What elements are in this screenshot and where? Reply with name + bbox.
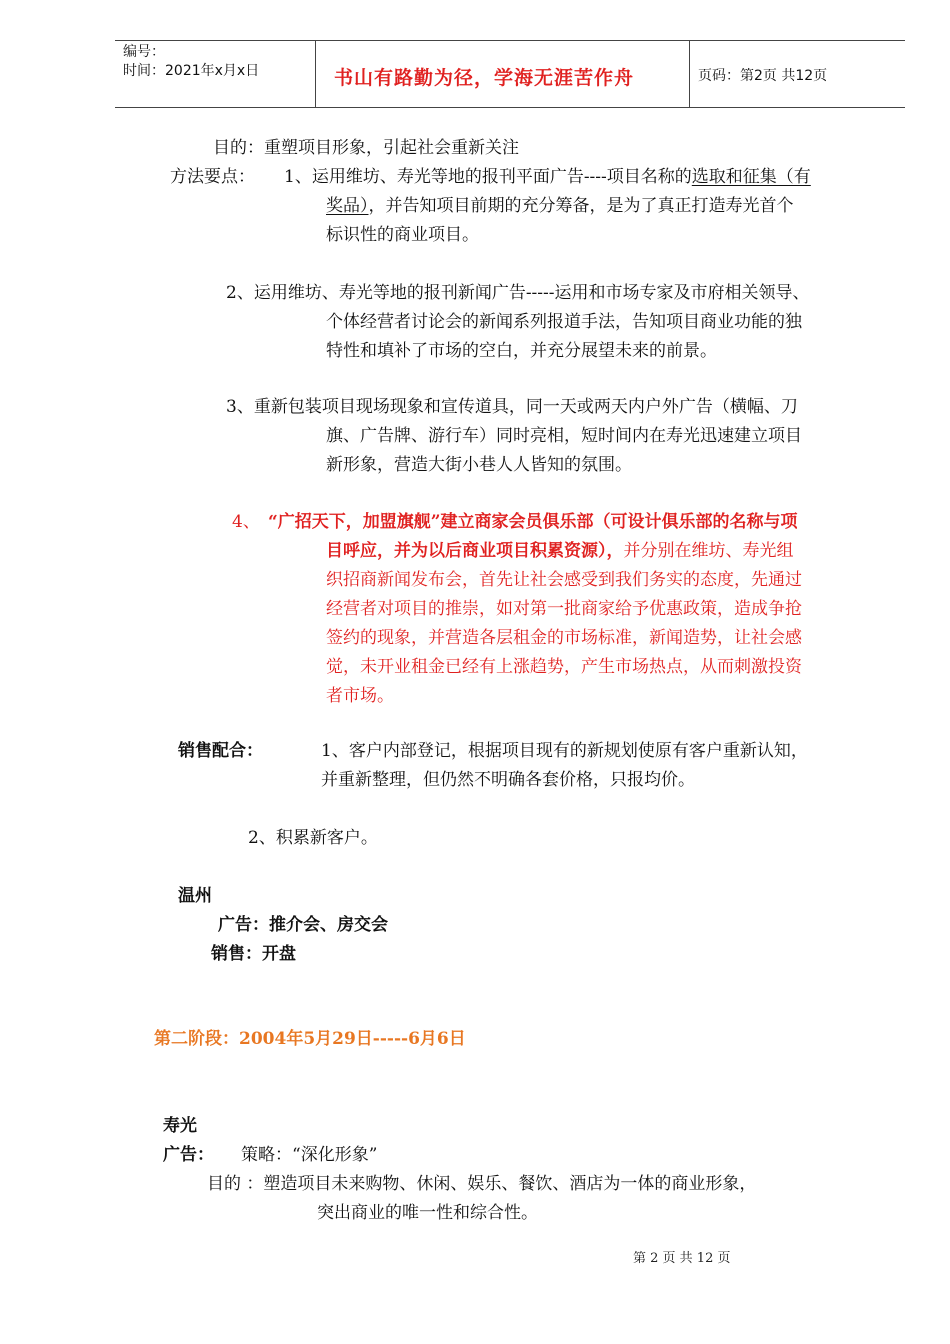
wenzhou-sales: 销售：开盘 <box>211 944 296 964</box>
method-1-line-3: 标识性的商业项目。 <box>326 225 479 245</box>
method-3-line-2: 旗、广告牌、游行车）同时亮相，短时间内在寿光迅速建立项目 <box>326 426 802 446</box>
page-header <box>115 40 905 108</box>
wenzhou-heading: 温州 <box>178 886 212 906</box>
method-3-line-1: 3、重新包装项目现场现象和宣传道具，同一天或两天内户外广告（横幅、刀 <box>226 397 798 417</box>
shouguang-strategy: 策略：“深化形象” <box>241 1145 378 1165</box>
method-2-line-1: 2、运用维坊、寿光等地的报刊新闻广告-----运用和市场专家及市府相关领导、 <box>226 283 810 303</box>
sales-2: 2、积累新客户。 <box>248 828 378 848</box>
method-3-line-3: 新形象，营造大街小巷人人皆知的氛围。 <box>326 455 632 475</box>
method-1-text-2: ，并告知项目前期的充分筹备，是为了真正打造寿光首个 <box>368 196 794 216</box>
method-label: 方法要点： <box>170 167 255 187</box>
method-4-bold-text: 目呼应，并为以后商业项目积累资源）， <box>326 541 624 561</box>
method-1-underline-2: 奖品） <box>326 196 369 216</box>
shouguang-purpose-line-2: 突出商业的唯一性和综合性。 <box>317 1203 538 1223</box>
method-4-line-2 <box>326 537 794 566</box>
sales-1-line-1: 1、客户内部登记，根据项目现有的新规划使原有客户重新认知， <box>321 741 808 761</box>
method-2-line-3: 特性和填补了市场的空白，并充分展望未来的前景。 <box>326 341 717 361</box>
purpose-line: 目的：重塑项目形象，引起社会重新关注 <box>213 138 519 158</box>
method-4-line-1: “广招天下，加盟旗舰”建立商家会员俱乐部（可设计俱乐部的名称与项 <box>268 512 798 532</box>
method-1-line-2 <box>326 192 794 221</box>
method-1-underline: 选取和征集（有 <box>691 167 811 187</box>
sales-label: 销售配合： <box>178 741 263 761</box>
header-page-info: 页码：第2页 共12页 <box>698 68 828 84</box>
method-4-line-3: 织招商新闻发布会，首先让社会感受到我们务实的态度，先通过 <box>326 570 802 590</box>
method-2-line-2: 个体经营者讨论会的新闻系列报道手法，告知项目商业功能的独 <box>326 312 802 332</box>
header-divider-right <box>689 41 690 107</box>
method-4-number: 4、 <box>232 512 260 532</box>
sales-1-line-2: 并重新整理，但仍然不明确各套价格，只报均价。 <box>321 770 695 790</box>
header-motto: 书山有路勤为径，学海无涯苦作舟 <box>334 67 635 89</box>
method-4-text: 并分别在维坊、寿光组 <box>623 541 794 561</box>
method-1-line-1 <box>284 163 811 192</box>
method-4-line-7: 者市场。 <box>326 686 394 706</box>
shouguang-heading: 寿光 <box>163 1116 197 1136</box>
method-1-text: 1、运用维坊、寿光等地的报刊平面广告----项目名称的 <box>284 167 692 187</box>
page-footer: 第 2 页 共 12 页 <box>633 1251 731 1266</box>
shouguang-purpose-line-1: 目的 ：塑造项目未来购物、休闲、娱乐、餐饮、酒店为一体的商业形象， <box>207 1174 757 1194</box>
method-4-line-5: 签约的现象，并营造各层租金的市场标准，新闻造势，让社会感 <box>326 628 802 648</box>
header-number-label: 编号： <box>123 44 165 60</box>
wenzhou-ad: 广告：推介会、房交会 <box>218 915 388 935</box>
phase-2-heading: 第二阶段：2004年5月29日-----6月6日 <box>154 1029 466 1049</box>
header-divider-left <box>315 41 316 107</box>
method-4-line-6: 觉，未开业租金已经有上涨趋势，产生市场热点，从而刺激投资 <box>326 657 802 677</box>
shouguang-ad-label: 广告： <box>163 1145 214 1165</box>
header-time-label: 时间：2021年x月x日 <box>123 63 260 79</box>
method-4-line-4: 经营者对项目的推崇，如对第一批商家给予优惠政策，造成争抢 <box>326 599 802 619</box>
